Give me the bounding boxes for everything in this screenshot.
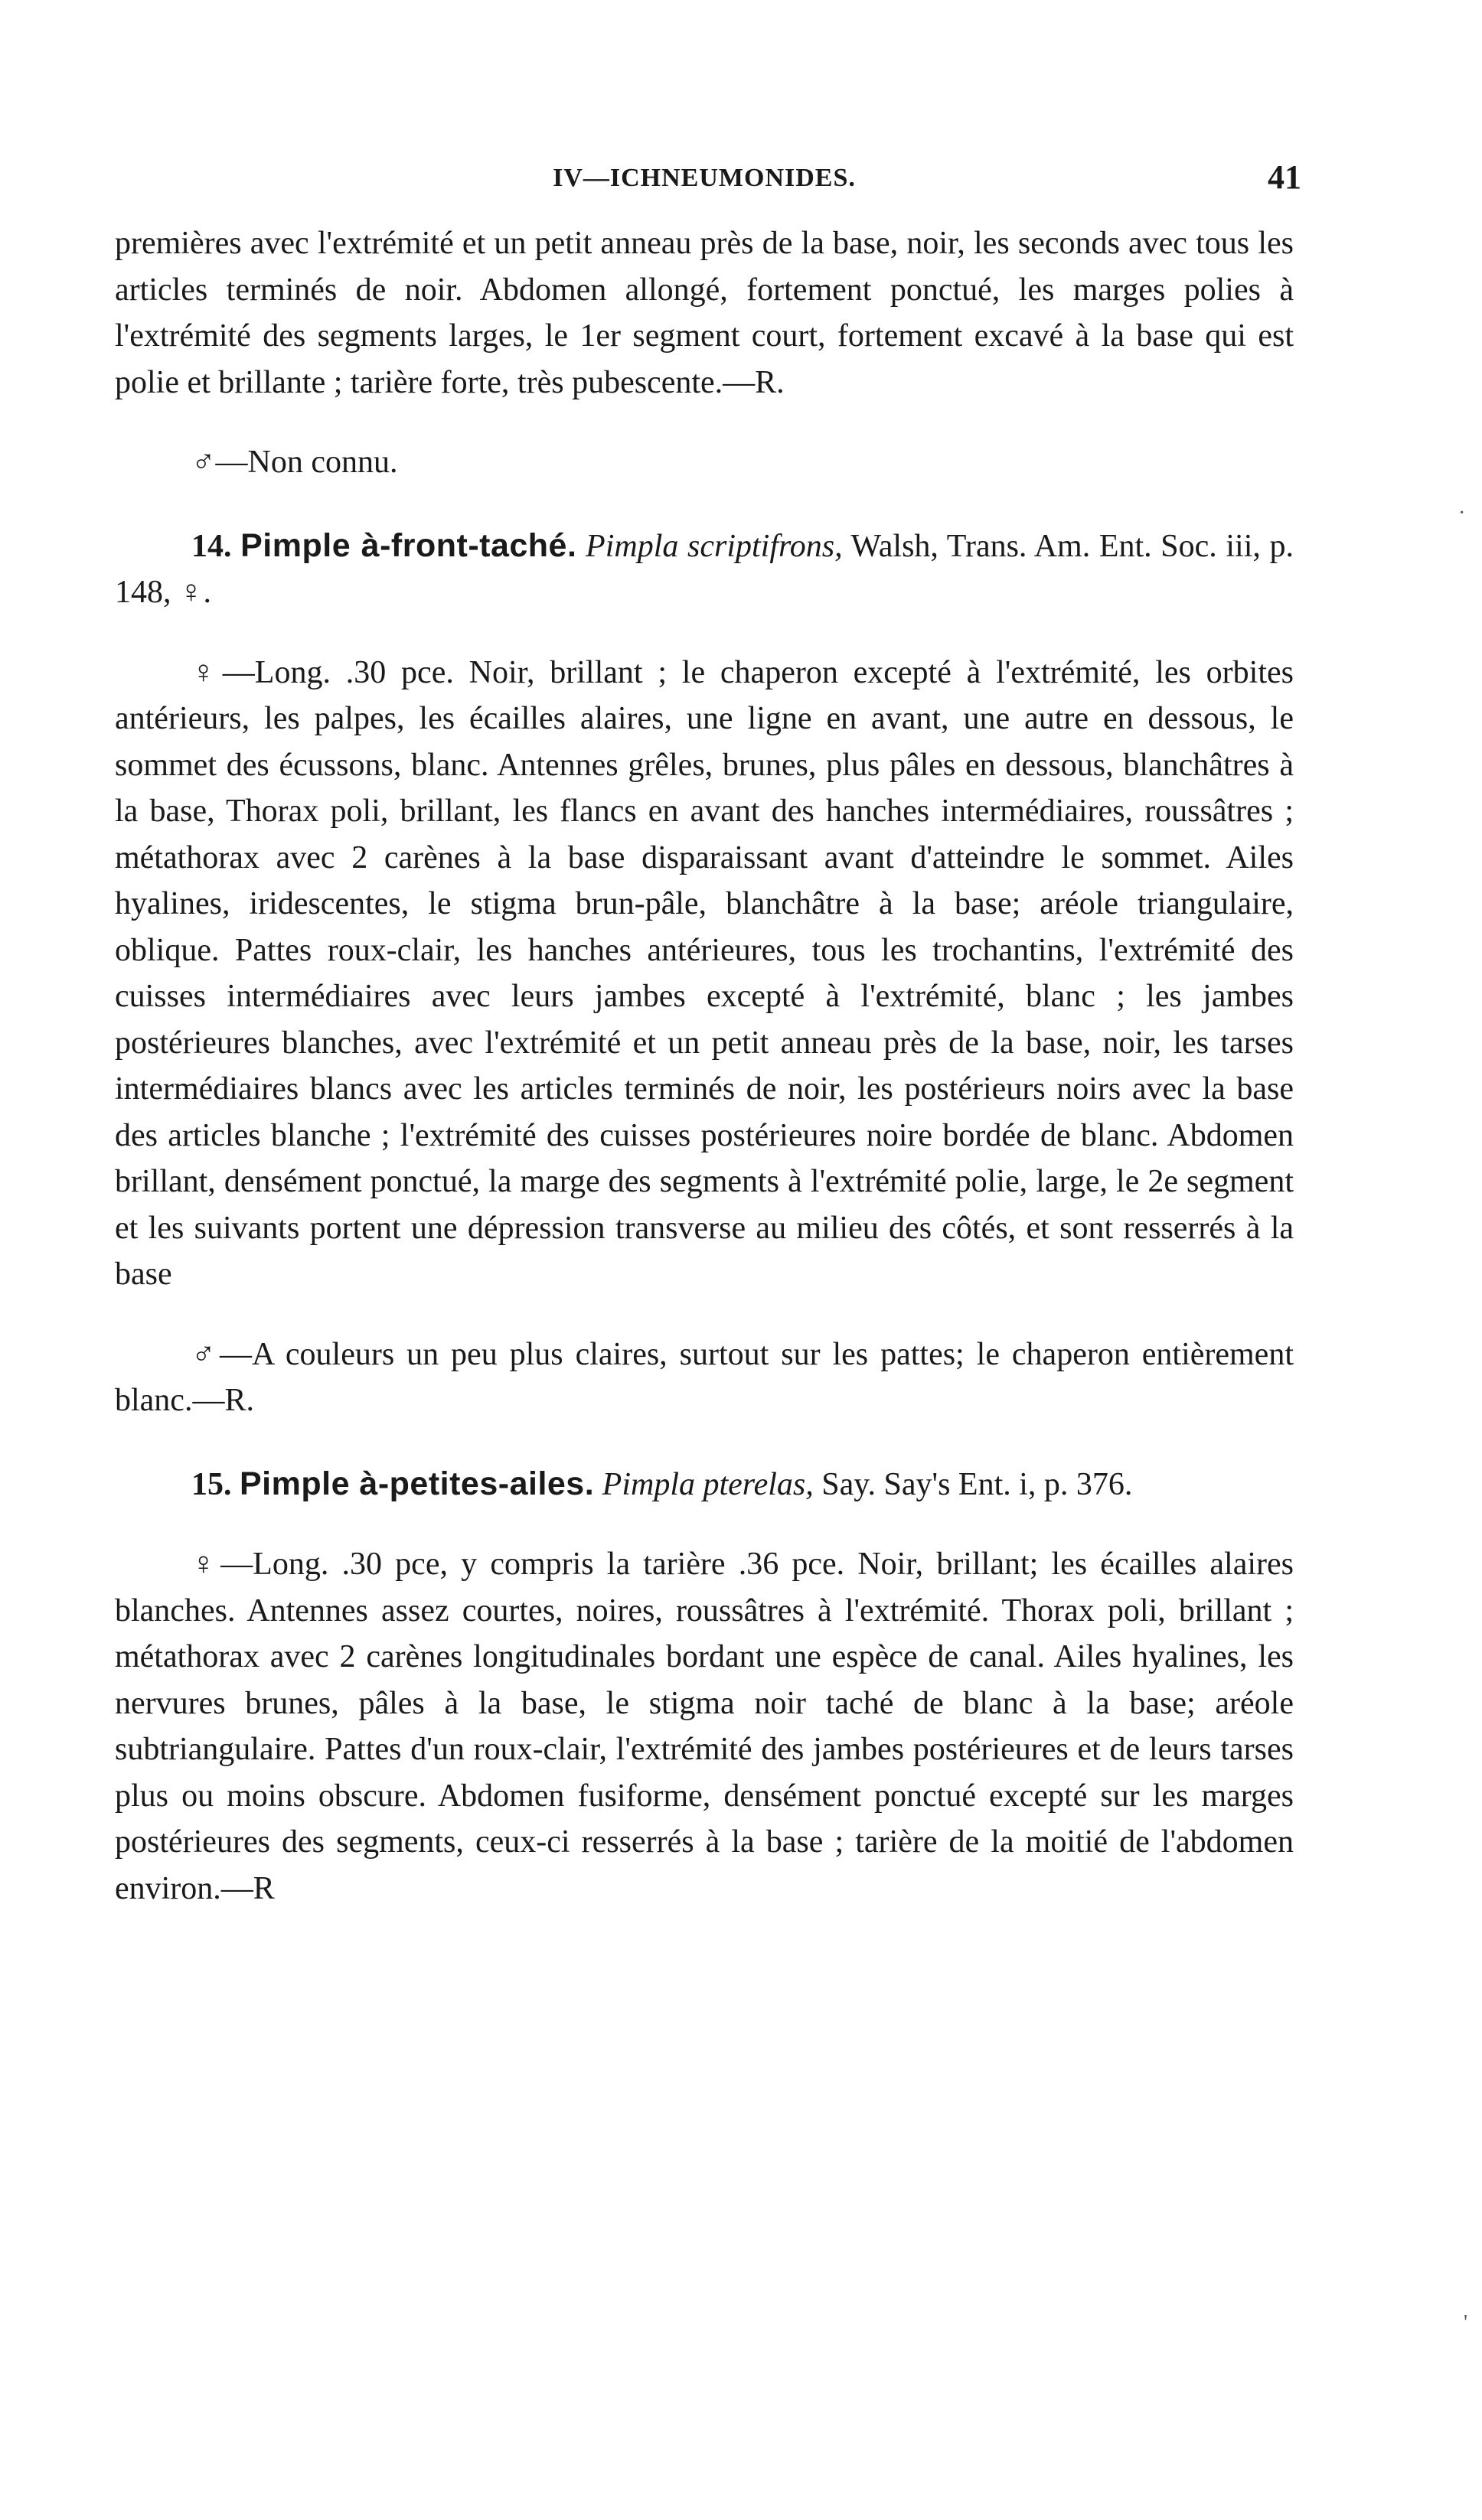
page-number: 41 bbox=[1268, 158, 1301, 196]
scan-speck: · bbox=[1458, 501, 1466, 525]
species-latin-name: Pimpla scriptifrons, bbox=[586, 528, 843, 564]
species-14-heading bbox=[115, 523, 1294, 616]
species-15-heading bbox=[115, 1461, 1294, 1508]
continuation-paragraph: premières avec l'extrémité et un petit anneau près de la base, noir, les seconds avec tous les articles terminés de noir. Abdomen allongé, fortement ponctué, les marges polies à l'extrémité des segments larges, le 1er segment court, fortement excavé à la base qui est polie et brillante ; tarière forte, très pubescente.—R. bbox=[115, 226, 1294, 400]
scan-speck: ' bbox=[1464, 2311, 1468, 2335]
book-page bbox=[115, 153, 1301, 1912]
running-header bbox=[115, 153, 1301, 199]
running-title: IV—ICHNEUMONIDES. bbox=[553, 164, 856, 192]
species-citation: Walsh, Trans. Am. Ent. Soc. iii, p. 148, ♀. bbox=[115, 528, 1294, 610]
male-unknown-note: ♂—Non connu. bbox=[191, 445, 398, 480]
species-15-female-description: ♀—Long. .30 pce, y compris la tarière .36 pce. Noir, brillant; les écailles alaires blanches. Antennes assez courtes, noires, roussâtres à l'extrémité. Thorax poli, brillant ; métathorax avec 2 carènes longitudinales bordant une espèce de canal. Ailes hyalines, les nervures brunes, pâles à la base, le stigma noir taché de blanc à la base; aréole subtriangulaire. Pattes d'un roux-clair, l'extrémité des jambes postérieures et de leurs tarses plus ou moins obscure. Abdomen fusiforme, densément ponctué excepté sur les marges postérieures des segments, ceux-ci resserrés à la base ; tarière de la moitié de l'abdomen environ.—R bbox=[115, 1547, 1294, 1906]
species-14-male-description: ♂—A couleurs un peu plus claires, surtout sur les pattes; le chaperon entièrement blanc.—R. bbox=[115, 1336, 1294, 1418]
species-number: 15. bbox=[191, 1466, 232, 1502]
species-common-name: Pimple à-petites-ailes. bbox=[240, 1465, 595, 1502]
species-common-name: Pimple à-front-taché. bbox=[240, 526, 577, 564]
species-latin-name: Pimpla pterelas, bbox=[602, 1466, 814, 1502]
species-14-female-description: ♀—Long. .30 pce. Noir, brillant ; le chaperon excepté à l'extrémité, les orbites antérieurs, les palpes, les écailles alaires, une ligne en avant, une autre en dessous, le sommet des écussons, blanc. Antennes grêles, brunes, plus pâles en dessous, blanchâtres à la base, Thorax poli, brillant, les flancs en avant des hanches intermédiaires, roussâtres ; métathorax avec 2 carènes à la base disparaissant avant d'atteindre le sommet. Ailes hyalines, iridescentes, le stigma brun-pâle, blanchâtre à la base; aréole triangulaire, oblique. Pattes roux-clair, les hanches antérieures, tous les trochantins, l'extrémité des cuisses intermédiaires avec leurs jambes excepté à l'extrémité, blanc ; les jambes postérieures blanches, avec l'extrémité et un petit anneau près de la base, noir, les tarses intermédiaires blancs avec les articles terminés de noir, les postérieurs noirs avec la base des articles blanche ; l'extrémité des cuisses postérieures noire bordée de blanc. Abdomen brillant, densément ponctué, la marge des segments à l'extrémité polie, large, le 2e segment et les suivants portent une dépression transverse au milieu des côtés, et sont resserrés à la base bbox=[115, 654, 1294, 1292]
species-citation: Say. Say's Ent. i, p. 376. bbox=[821, 1466, 1133, 1502]
species-number: 14. bbox=[191, 528, 232, 564]
